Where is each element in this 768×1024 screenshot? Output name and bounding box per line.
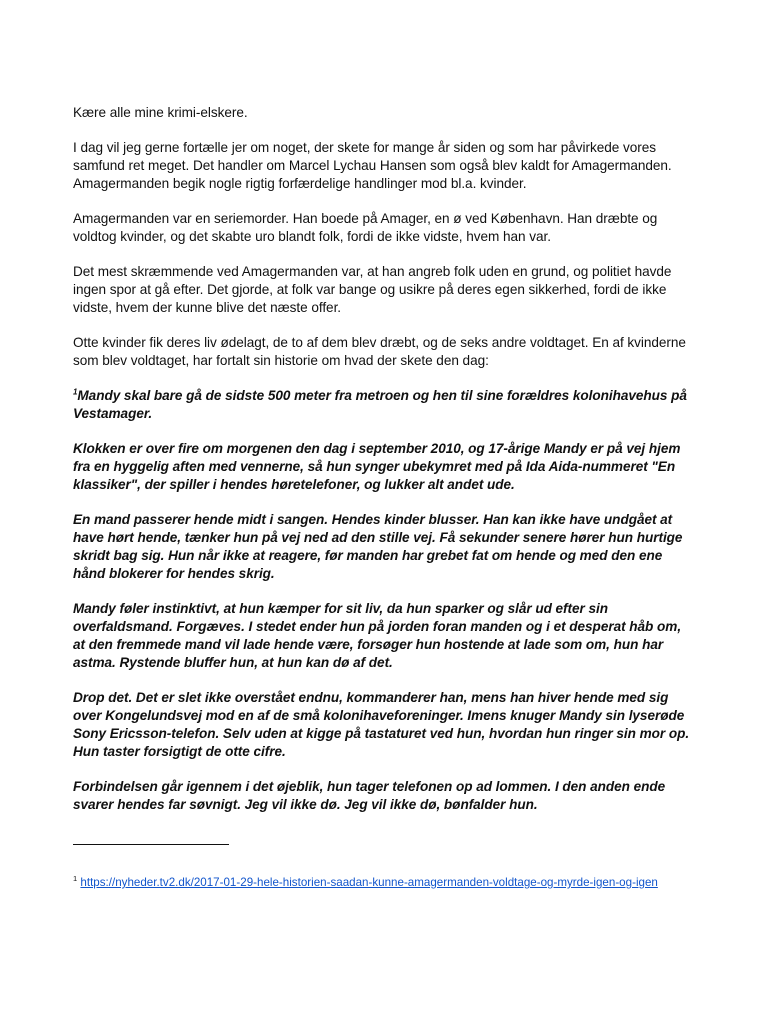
greeting: Kære alle mine krimi-elskere.	[73, 105, 248, 120]
footnote-reference: 1	[73, 387, 78, 397]
footnote	[73, 875, 713, 890]
footnote-marker: 1	[73, 874, 78, 884]
intro-paragraph: Amagermanden var en seriemorder. Han boede på Amager, en ø ved København. Han dræbte og voldtog kvinder, og det skabte uro blandt folk, fordi de ikke vidste, hvem han var.	[73, 211, 658, 244]
intro-paragraph: Otte kvinder fik deres liv ødelagt, de to af dem blev dræbt, og de seks andre voldtaget. En af kvinderne som blev voldtaget, har fortalt sin historie om hvad der skete den dag:	[73, 335, 686, 368]
document-body	[73, 104, 693, 831]
footnote-link[interactable]: https://nyheder.tv2.dk/2017-01-29-hele-historien-saadan-kunne-amagermanden-voldtage-og-myrde-igen-og-igen	[80, 876, 658, 889]
story-paragraph: Klokken er over fire om morgenen den dag i september 2010, og 17-årige Mandy er på vej hjem fra en hyggelig aften med vennerne, så hun synger ubekymret med på Ida Aida-nummeret "En klassiker", der spiller i hendes høretelefoner, og lukker alt andet ude.	[73, 441, 681, 492]
footnote-divider	[73, 844, 229, 845]
story-first-text: Mandy skal bare gå de sidste 500 meter fra metroen og hen til sine forældres kolonihavehus på Vestamager.	[73, 388, 687, 421]
story-paragraph: Drop det. Det er slet ikke overstået endnu, kommanderer han, mens han hiver hende med sig over Kongelundsvej mod en af de små kolonihaveforeninger. Imens knuger Mandy sin lyserøde Sony Ericsson-telefon. Selv uden at kigge på tastaturet ved hun, hvordan hun ringer sin mor op. Hun taster forsigtigt de otte cifre.	[73, 690, 690, 759]
story-paragraph	[73, 387, 693, 423]
story-paragraph: Forbindelsen går igennem i det øjeblik, hun tager telefonen op ad lommen. I den anden ende svarer hendes far søvnigt. Jeg vil ikke dø. Jeg vil ikke dø, bønfalder hun.	[73, 779, 666, 812]
intro-paragraph: I dag vil jeg gerne fortælle jer om noget, der skete for mange år siden og som har påvirkede vores samfund ret meget. Det handler om Marcel Lychau Hansen som også blev kaldt for Amagermanden. Amagermanden begik nogle rigtig forfærdelige handlinger mod bl.a. kvinder.	[73, 140, 672, 191]
story-paragraph: Mandy føler instinktivt, at hun kæmper for sit liv, da hun sparker og slår ud efter sin overfaldsmand. Forgæves. I stedet ender hun på jorden foran manden og i et desperat håb om, at den fremmede mand vil lade hende være, forsøger hun hostende at lade som om, hun har astma. Rystende bluffer hun, at hun kan dø af det.	[73, 601, 682, 670]
intro-paragraph: Det mest skræmmende ved Amagermanden var, at han angreb folk uden en grund, og politiet havde ingen spor at gå efter. Det gjorde, at folk var bange og usikre på deres egen sikkerhed, fordi de ikke vidste, hvem der kunne blive det næste offer.	[73, 264, 672, 315]
story-paragraph: En mand passerer hende midt i sangen. Hendes kinder blusser. Han kan ikke have undgået at have hørt hende, tænker hun på vej ned ad den stille vej. Få sekunder senere hører hun hurtige skridt bag sig. Hun når ikke at reagere, før manden har grebet fat om hende og med den ene hånd blokerer for hendes skrig.	[73, 512, 683, 581]
